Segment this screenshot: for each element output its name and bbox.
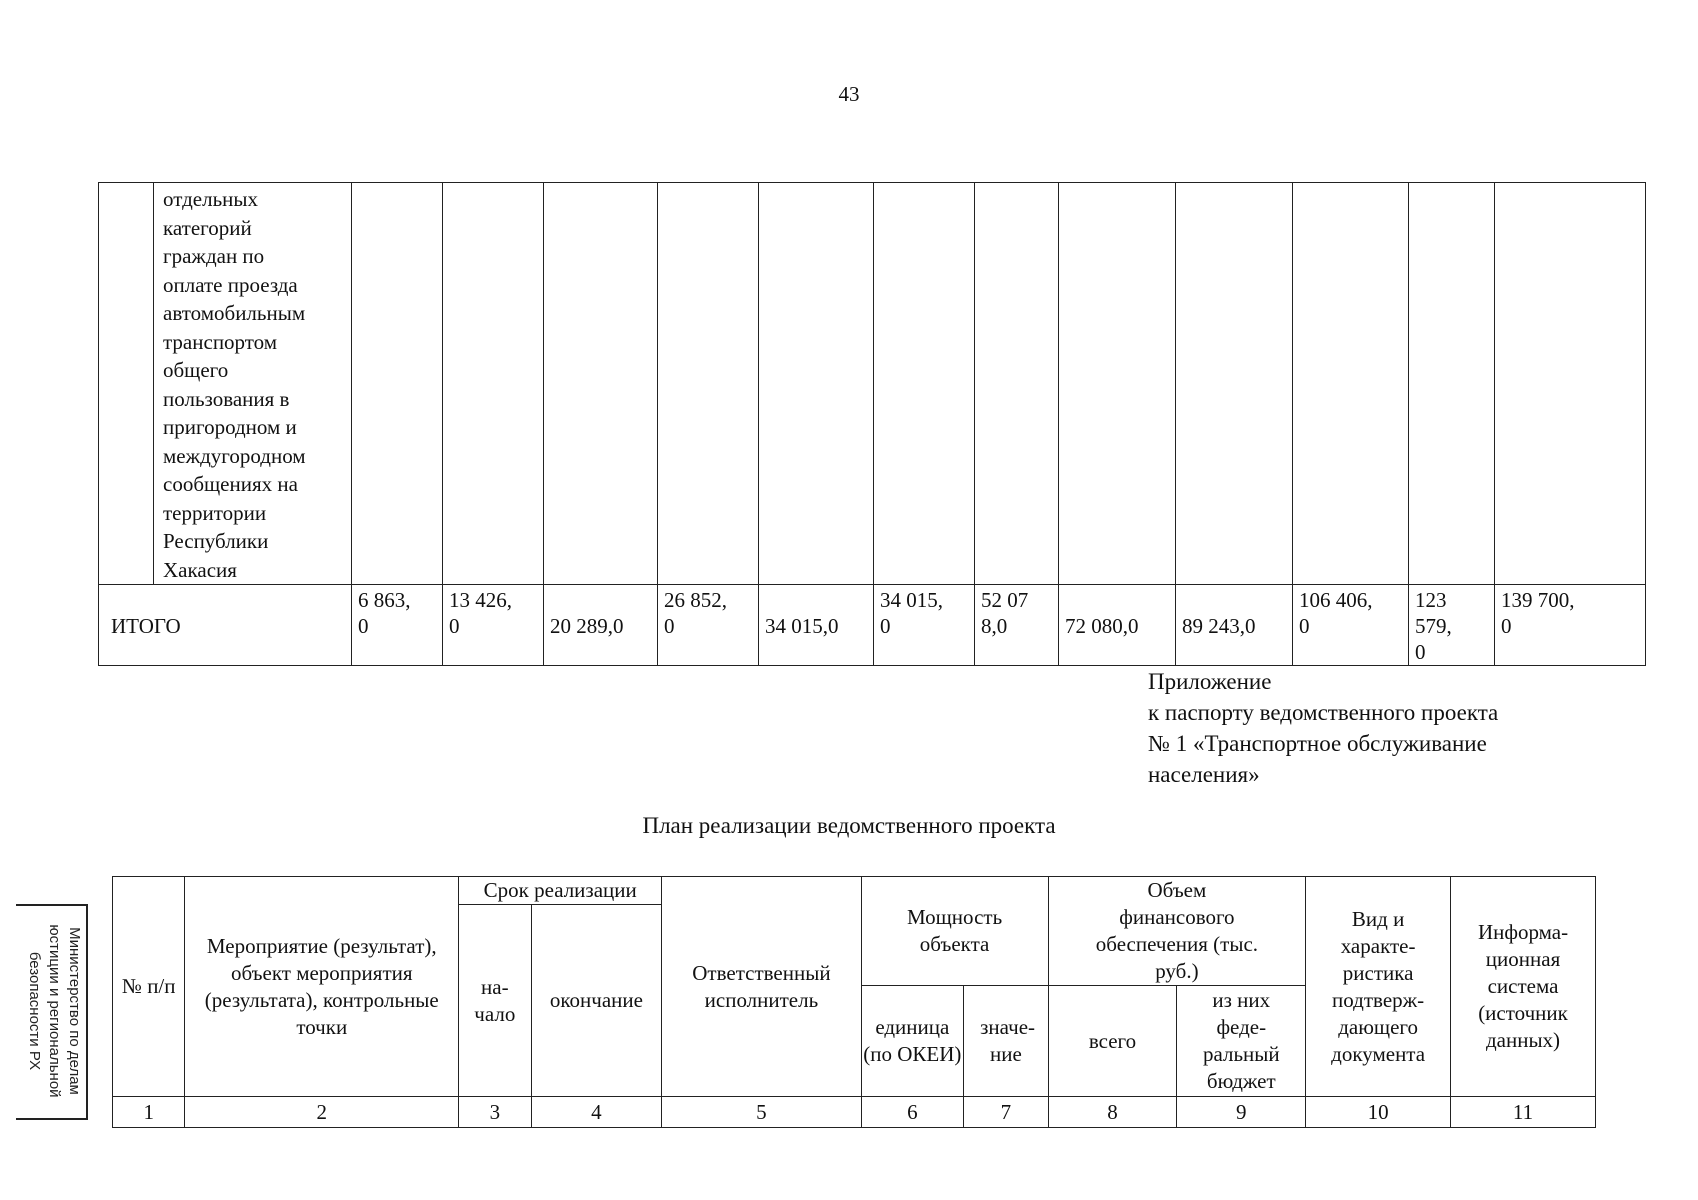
column-number: 3 (459, 1097, 531, 1128)
total-value: 0 (449, 614, 460, 638)
total-value: 6 863, (358, 588, 411, 612)
col-header-federal: из них феде-ральный бюджет (1177, 986, 1306, 1097)
total-value: 72 080,0 (1065, 614, 1139, 638)
total-value: 52 07 (981, 588, 1029, 612)
total-value: 8,0 (981, 614, 1008, 638)
total-value-cell (658, 585, 759, 666)
col-header-end: окончание (531, 905, 662, 1097)
page-number: 43 (838, 82, 860, 106)
header-row (113, 877, 1596, 905)
appendix-line: к паспорту ведомственного проекта (1148, 700, 1499, 725)
column-numbers-row (113, 1097, 1596, 1128)
description-line: транспортом (163, 329, 278, 354)
plan-title: План реализации ведомственного проекта (642, 813, 1056, 838)
appendix-title: Приложение (1148, 669, 1272, 694)
description-line: территории (163, 500, 267, 525)
col-header-unit: единица (по ОКЕИ) (861, 986, 964, 1097)
col-header-value: значе-ние (964, 986, 1049, 1097)
col-header-event: Мероприятие (результат), объект мероприятия (результата), контрольные точки (185, 877, 459, 1097)
col-header-finance: Объем финансового обеспечения (тыс. руб.) (1048, 877, 1306, 986)
column-number: 11 (1451, 1097, 1596, 1128)
total-value-cell (443, 585, 544, 666)
description-line: пригородном и (163, 415, 297, 439)
appendix-line: № 1 «Транспортное обслуживание (1148, 731, 1487, 756)
column-number: 5 (662, 1097, 861, 1128)
total-value: 0 (1501, 614, 1512, 638)
appendix-line: населения» (1148, 762, 1260, 787)
measure-description (154, 183, 352, 585)
total-value-cell (544, 585, 658, 666)
column-number: 2 (185, 1097, 459, 1128)
total-value: 106 406, (1299, 588, 1373, 612)
col-header-responsible: Ответственный исполнитель (662, 877, 861, 1097)
description-line: сообщениях на (163, 472, 298, 496)
total-value: 0 (1415, 640, 1426, 664)
column-number: 1 (113, 1097, 185, 1128)
total-value-cell (1495, 585, 1646, 666)
financing-table-continued (98, 182, 1646, 666)
column-number: 9 (1177, 1097, 1306, 1128)
description-line: Хакасия (163, 557, 237, 582)
column-number: 10 (1306, 1097, 1451, 1128)
total-label: ИТОГО (99, 585, 352, 666)
col-header-number: № п/п (113, 877, 185, 1097)
appendix-note (1148, 666, 1498, 790)
description-line: пользования в (163, 386, 290, 411)
total-value: 0 (880, 614, 891, 638)
total-value: 123 579, (1415, 588, 1452, 638)
stamp-text: Министерство по делам юстиции и региональной безопасности РХ (26, 924, 83, 1098)
col-header-term: Срок реализации (459, 877, 662, 905)
total-row (99, 585, 1646, 666)
registration-stamp (16, 904, 88, 1120)
description-line: граждан по (163, 244, 265, 268)
description-line: Республики (163, 529, 269, 553)
total-value-cell (975, 585, 1059, 666)
column-number: 8 (1048, 1097, 1177, 1128)
total-value: 89 243,0 (1182, 614, 1256, 638)
description-line: категорий (163, 215, 252, 240)
total-value-cell (1176, 585, 1293, 666)
total-value: 20 289,0 (550, 614, 624, 638)
col-header-document: Вид и характе-ристика подтверж-дающего документа (1306, 877, 1451, 1097)
table-row (99, 183, 1646, 585)
description-line: автомобильным (163, 301, 306, 325)
total-value: 13 426, (449, 588, 512, 612)
total-value-cell (874, 585, 975, 666)
total-value-cell (1059, 585, 1176, 666)
total-value: 26 852, (664, 588, 727, 612)
description-line: общего (163, 358, 229, 382)
total-value-cell (1293, 585, 1409, 666)
column-number: 4 (531, 1097, 662, 1128)
implementation-plan-table (112, 876, 1596, 1128)
column-number: 7 (964, 1097, 1049, 1128)
col-header-capacity: Мощность объекта (861, 877, 1048, 986)
col-header-total: всего (1048, 986, 1177, 1097)
col-header-info-system: Информа-ционная система (источник данных) (1451, 877, 1596, 1097)
total-value: 0 (358, 614, 369, 638)
description-line: междугородном (163, 443, 306, 468)
description-line: отдельных (163, 187, 259, 211)
total-value: 139 700, (1501, 588, 1575, 612)
description-line: оплате проезда (163, 272, 298, 297)
total-value: 34 015,0 (765, 614, 839, 638)
total-value: 0 (1299, 614, 1310, 638)
total-value: 34 015, (880, 588, 943, 612)
total-value-cell (759, 585, 874, 666)
total-value-cell (352, 585, 443, 666)
column-number: 6 (861, 1097, 964, 1128)
total-value-cell (1409, 585, 1495, 666)
col-header-start: на-чало (459, 905, 531, 1097)
total-value: 0 (664, 614, 675, 638)
